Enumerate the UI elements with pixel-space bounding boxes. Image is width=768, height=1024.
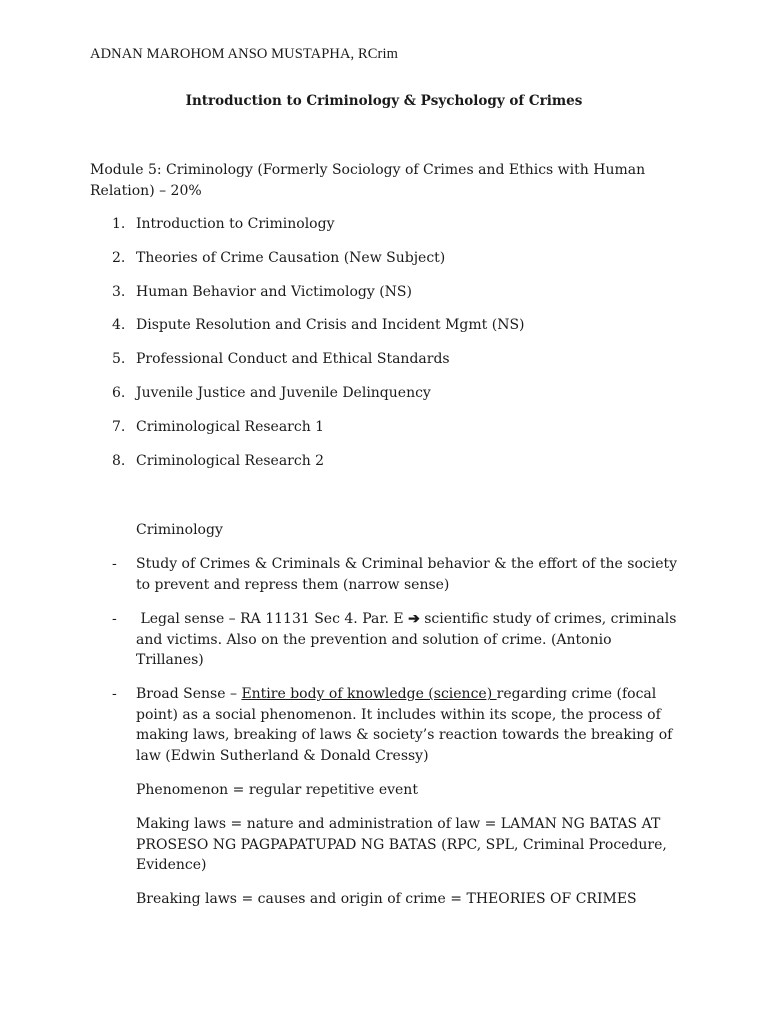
list-number: 5. (112, 351, 126, 368)
criminology-heading: Criminology (136, 522, 223, 538)
list-item (90, 349, 525, 383)
list-number: 1. (112, 216, 126, 232)
list-item (90, 282, 525, 316)
broad-sense-underlined: Entire body of knowledge (science) (241, 686, 497, 702)
list-item-label: Professional Conduct and Ethical Standards (136, 351, 450, 368)
arrow-right-icon: ➔ (408, 611, 420, 627)
list-number: 4. (112, 317, 126, 334)
legal-sense-text (136, 609, 680, 671)
list-item (90, 383, 525, 417)
list-item-label: Criminological Research 1 (136, 418, 325, 435)
broad-sense-item (90, 684, 680, 767)
document-title: Introduction to Criminology & Psychology of Crimes (185, 93, 583, 109)
list-item (90, 417, 525, 451)
dash-bullet: - (112, 611, 117, 627)
list-item-label: Human Behavior and Victimology (NS) (136, 283, 412, 300)
list-item (90, 214, 525, 248)
broad-sense-text (136, 684, 680, 767)
legal-sense-item (90, 609, 680, 671)
breaking-laws-definition: Breaking laws = causes and origin of crime = THEORIES OF CRIMES (136, 891, 637, 907)
narrow-sense-item (90, 554, 680, 595)
list-item (90, 315, 525, 349)
dash-bullet: - (112, 556, 117, 572)
list-number: 8. (112, 452, 126, 469)
legal-sense-suffix: scientific study of crimes, criminals and victims. Also on the prevention and solution of crime. (Antonio Trillanes) (136, 611, 677, 669)
author-line: ADNAN MAROHOM ANSO MUSTAPHA, RCrim (90, 46, 398, 62)
list-number: 2. (112, 249, 126, 266)
list-item-label: Juvenile Justice and Juvenile Delinquency (136, 384, 431, 401)
list-item-label: Criminological Research 2 (136, 452, 325, 469)
list-item-label: Dispute Resolution and Crisis and Incident Mgmt (NS) (136, 317, 525, 334)
narrow-sense-text: Study of Crimes & Criminals & Criminal behavior & the effort of the society to prevent and repress them (narrow sense) (136, 556, 678, 593)
list-number: 7. (112, 418, 126, 435)
list-item (90, 451, 525, 485)
list-number: 3. (112, 283, 126, 300)
broad-sense-suffix: regarding crime (focal point) as a social phenomenon. It includes within its scope, the process of making laws, breaking of laws & society’s reaction towards the breaking of law (Edwin Sutherland & Donald Cressy) (136, 686, 673, 765)
making-laws-definition: Making laws = nature and administration of law = LAMAN NG BATAS AT PROSESO NG PAGPAPATUPAD NG BATAS (RPC, SPL, Criminal Procedure, Evidence) (136, 816, 667, 874)
list-item-label: Introduction to Criminology (136, 216, 335, 232)
list-item (90, 248, 525, 282)
dash-bullet: - (112, 686, 117, 702)
module-heading: Module 5: Criminology (Formerly Sociology of Crimes and Ethics with Human Relation) – 20% (90, 162, 646, 199)
list-number: 6. (112, 384, 126, 401)
list-item-label: Theories of Crime Causation (New Subject) (136, 249, 446, 266)
subject-list (90, 214, 525, 484)
broad-sense-prefix: Broad Sense – (136, 686, 242, 702)
legal-sense-prefix: Legal sense – RA 11131 Sec 4. Par. E (140, 611, 404, 627)
phenomenon-definition: Phenomenon = regular repetitive event (136, 782, 418, 798)
